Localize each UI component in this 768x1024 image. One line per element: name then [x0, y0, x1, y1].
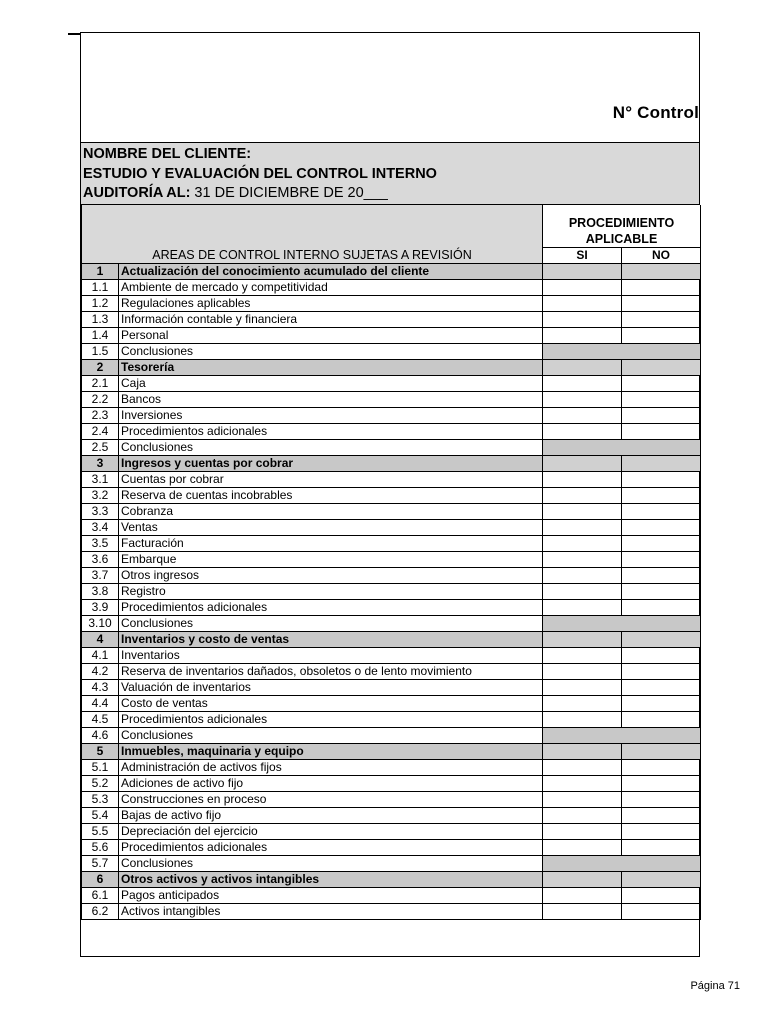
table-row: [82, 311, 701, 327]
row-number: 2.1: [82, 375, 119, 391]
table-row: [82, 391, 701, 407]
no-cell: [622, 359, 701, 375]
row-description: Procedimientos adicionales: [119, 423, 543, 439]
table-row: [82, 839, 701, 855]
row-number: 3.8: [82, 583, 119, 599]
header-row-1: [82, 205, 701, 247]
row-number: 3.2: [82, 487, 119, 503]
row-description: Procedimientos adicionales: [119, 711, 543, 727]
no-cell[interactable]: [622, 903, 701, 919]
row-number: 4.5: [82, 711, 119, 727]
shaded-cell: [543, 727, 701, 743]
no-cell[interactable]: [622, 535, 701, 551]
row-description: Adiciones de activo fijo: [119, 775, 543, 791]
si-cell[interactable]: [543, 647, 622, 663]
study-title: ESTUDIO Y EVALUACIÓN DEL CONTROL INTERNO: [83, 165, 437, 182]
row-number: 1.5: [82, 343, 119, 359]
si-cell[interactable]: [543, 327, 622, 343]
si-cell[interactable]: [543, 791, 622, 807]
si-cell[interactable]: [543, 311, 622, 327]
no-cell[interactable]: [622, 327, 701, 343]
row-number: 1: [82, 263, 119, 279]
no-cell[interactable]: [622, 391, 701, 407]
row-description: Construcciones en proceso: [119, 791, 543, 807]
shaded-cell: [543, 343, 701, 359]
table-row: [82, 679, 701, 695]
row-number: 3.5: [82, 535, 119, 551]
row-number: 6: [82, 871, 119, 887]
table-row: [82, 695, 701, 711]
row-number: 1.2: [82, 295, 119, 311]
row-description: Procedimientos adicionales: [119, 599, 543, 615]
row-description: Información contable y financiera: [119, 311, 543, 327]
procedure-header-line1: PROCEDIMIENTO: [568, 215, 675, 230]
row-description: Inventarios: [119, 647, 543, 663]
row-number: 3.9: [82, 599, 119, 615]
si-cell[interactable]: [543, 711, 622, 727]
control-number-area: [81, 33, 699, 143]
row-number: 4: [82, 631, 119, 647]
si-cell[interactable]: [543, 567, 622, 583]
table-row: [82, 567, 701, 583]
no-cell[interactable]: [622, 775, 701, 791]
table-row: [82, 503, 701, 519]
control-sheet: [80, 32, 700, 957]
table-row: [82, 519, 701, 535]
si-cell[interactable]: [543, 375, 622, 391]
si-cell[interactable]: [543, 423, 622, 439]
margin-tick: [68, 33, 80, 35]
row-description: Ambiente de mercado y competitividad: [119, 279, 543, 295]
row-number: 3.3: [82, 503, 119, 519]
table-row: [82, 807, 701, 823]
section-row: [82, 263, 701, 279]
table-row: [82, 551, 701, 567]
row-description: Caja: [119, 375, 543, 391]
row-description: Inventarios y costo de ventas: [119, 631, 543, 647]
si-cell[interactable]: [543, 903, 622, 919]
table-row: [82, 327, 701, 343]
row-description: Otros activos y activos intangibles: [119, 871, 543, 887]
row-description: Procedimientos adicionales: [119, 839, 543, 855]
table-row: [82, 903, 701, 919]
table-row: [82, 727, 701, 743]
table-row: [82, 487, 701, 503]
row-number: 2.4: [82, 423, 119, 439]
table-row: [82, 823, 701, 839]
no-cell[interactable]: [622, 583, 701, 599]
table-row: [82, 855, 701, 871]
table-row: [82, 471, 701, 487]
areas-header: AREAS DE CONTROL INTERNO SUJETAS A REVISIÓN: [82, 205, 543, 263]
row-description: Bancos: [119, 391, 543, 407]
table-row: [82, 759, 701, 775]
si-cell: [543, 743, 622, 759]
section-row: [82, 871, 701, 887]
table-row: [82, 343, 701, 359]
row-number: 5: [82, 743, 119, 759]
no-cell[interactable]: [622, 823, 701, 839]
row-number: 5.1: [82, 759, 119, 775]
no-cell[interactable]: [622, 487, 701, 503]
no-cell: [622, 871, 701, 887]
section-row: [82, 743, 701, 759]
row-description: Inmuebles, maquinaria y equipo: [119, 743, 543, 759]
review-table: [81, 205, 701, 920]
row-number: 5.7: [82, 855, 119, 871]
row-number: 4.3: [82, 679, 119, 695]
no-cell[interactable]: [622, 839, 701, 855]
row-description: Conclusiones: [119, 855, 543, 871]
no-cell[interactable]: [622, 295, 701, 311]
table-row: [82, 407, 701, 423]
row-description: Valuación de inventarios: [119, 679, 543, 695]
no-cell[interactable]: [622, 567, 701, 583]
client-info-block: [81, 143, 699, 205]
audit-date-line: [83, 184, 697, 204]
row-number: 4.1: [82, 647, 119, 663]
row-number: 5.6: [82, 839, 119, 855]
no-cell[interactable]: [622, 807, 701, 823]
row-description: Facturación: [119, 535, 543, 551]
si-cell[interactable]: [543, 551, 622, 567]
si-cell[interactable]: [543, 487, 622, 503]
no-cell[interactable]: [622, 663, 701, 679]
row-number: 3.1: [82, 471, 119, 487]
no-cell[interactable]: [622, 279, 701, 295]
row-number: 5.2: [82, 775, 119, 791]
row-number: 3.6: [82, 551, 119, 567]
row-number: 4.6: [82, 727, 119, 743]
row-description: Embarque: [119, 551, 543, 567]
no-cell: [622, 631, 701, 647]
no-cell[interactable]: [622, 423, 701, 439]
row-number: 2: [82, 359, 119, 375]
table-row: [82, 295, 701, 311]
row-number: 2.3: [82, 407, 119, 423]
row-description: Actualización del conocimiento acumulado del cliente: [119, 263, 543, 279]
section-row: [82, 631, 701, 647]
row-description: Costo de ventas: [119, 695, 543, 711]
si-cell: [543, 871, 622, 887]
si-cell: [543, 631, 622, 647]
procedure-header: [543, 205, 701, 247]
si-cell[interactable]: [543, 679, 622, 695]
row-number: 1.4: [82, 327, 119, 343]
row-number: 4.2: [82, 663, 119, 679]
si-cell[interactable]: [543, 519, 622, 535]
table-row: [82, 647, 701, 663]
row-number: 2.2: [82, 391, 119, 407]
si-cell[interactable]: [543, 279, 622, 295]
section-row: [82, 455, 701, 471]
row-number: 1.3: [82, 311, 119, 327]
table-row: [82, 711, 701, 727]
si-cell: [543, 263, 622, 279]
row-description: Personal: [119, 327, 543, 343]
row-description: Administración de activos fijos: [119, 759, 543, 775]
row-description: Pagos anticipados: [119, 887, 543, 903]
si-cell: [543, 359, 622, 375]
no-cell[interactable]: [622, 407, 701, 423]
si-cell[interactable]: [543, 503, 622, 519]
row-number: 3.7: [82, 567, 119, 583]
si-cell[interactable]: [543, 695, 622, 711]
table-row: [82, 439, 701, 455]
row-number: 4.4: [82, 695, 119, 711]
row-description: Regulaciones aplicables: [119, 295, 543, 311]
no-cell[interactable]: [622, 679, 701, 695]
audit-date: 31 DE DICIEMBRE DE 20___: [190, 185, 388, 201]
no-cell[interactable]: [622, 471, 701, 487]
row-description: Bajas de activo fijo: [119, 807, 543, 823]
table-row: [82, 279, 701, 295]
shaded-cell: [543, 855, 701, 871]
si-cell[interactable]: [543, 839, 622, 855]
row-number: 3.10: [82, 615, 119, 631]
no-cell: [622, 455, 701, 471]
row-number: 5.3: [82, 791, 119, 807]
si-cell[interactable]: [543, 807, 622, 823]
table-row: [82, 583, 701, 599]
table-row: [82, 375, 701, 391]
row-number: 2.5: [82, 439, 119, 455]
no-cell: [622, 743, 701, 759]
row-number: 6.1: [82, 887, 119, 903]
row-number: 1.1: [82, 279, 119, 295]
si-cell[interactable]: [543, 583, 622, 599]
no-cell[interactable]: [622, 887, 701, 903]
si-cell[interactable]: [543, 407, 622, 423]
no-cell: [622, 263, 701, 279]
row-description: Conclusiones: [119, 615, 543, 631]
si-cell[interactable]: [543, 775, 622, 791]
no-cell[interactable]: [622, 791, 701, 807]
table-row: [82, 663, 701, 679]
table-row: [82, 775, 701, 791]
row-description: Cuentas por cobrar: [119, 471, 543, 487]
no-cell[interactable]: [622, 695, 701, 711]
si-header: SI: [543, 247, 622, 263]
si-cell[interactable]: [543, 295, 622, 311]
shaded-cell: [543, 439, 701, 455]
page-number: Página 71: [690, 980, 740, 992]
control-number-label: N° Control: [612, 103, 699, 122]
table-row: [82, 887, 701, 903]
row-description: Depreciación del ejercicio: [119, 823, 543, 839]
row-description: Tesorería: [119, 359, 543, 375]
no-cell[interactable]: [622, 503, 701, 519]
no-cell[interactable]: [622, 311, 701, 327]
row-description: Cobranza: [119, 503, 543, 519]
row-description: Ingresos y cuentas por cobrar: [119, 455, 543, 471]
row-description: Inversiones: [119, 407, 543, 423]
no-header: NO: [622, 247, 701, 263]
si-cell[interactable]: [543, 759, 622, 775]
row-description: Conclusiones: [119, 439, 543, 455]
row-description: Otros ingresos: [119, 567, 543, 583]
row-number: 6.2: [82, 903, 119, 919]
no-cell[interactable]: [622, 599, 701, 615]
no-cell[interactable]: [622, 711, 701, 727]
row-description: Registro: [119, 583, 543, 599]
si-cell[interactable]: [543, 391, 622, 407]
section-row: [82, 359, 701, 375]
si-cell[interactable]: [543, 471, 622, 487]
table-row: [82, 423, 701, 439]
si-cell[interactable]: [543, 535, 622, 551]
shaded-cell: [543, 615, 701, 631]
row-description: Conclusiones: [119, 727, 543, 743]
row-description: Conclusiones: [119, 343, 543, 359]
row-description: Reserva de inventarios dañados, obsoletos o de lento movimiento: [119, 663, 543, 679]
no-cell[interactable]: [622, 375, 701, 391]
no-cell[interactable]: [622, 759, 701, 775]
row-number: 3: [82, 455, 119, 471]
row-description: Ventas: [119, 519, 543, 535]
row-number: 5.4: [82, 807, 119, 823]
procedure-header-line2: APLICABLE: [585, 231, 658, 246]
row-description: Activos intangibles: [119, 903, 543, 919]
si-cell[interactable]: [543, 823, 622, 839]
review-table-wrapper: [81, 205, 699, 920]
row-description: Reserva de cuentas incobrables: [119, 487, 543, 503]
si-cell[interactable]: [543, 663, 622, 679]
client-name-label: NOMBRE DEL CLIENTE:: [83, 146, 252, 162]
table-row: [82, 599, 701, 615]
table-row: [82, 535, 701, 551]
row-number: 3.4: [82, 519, 119, 535]
no-cell[interactable]: [622, 519, 701, 535]
table-row: [82, 791, 701, 807]
si-cell: [543, 455, 622, 471]
audit-label: AUDITORÍA AL:: [83, 185, 191, 201]
no-cell[interactable]: [622, 551, 701, 567]
si-cell[interactable]: [543, 599, 622, 615]
si-cell[interactable]: [543, 887, 622, 903]
no-cell[interactable]: [622, 647, 701, 663]
row-number: 5.5: [82, 823, 119, 839]
table-row: [82, 615, 701, 631]
